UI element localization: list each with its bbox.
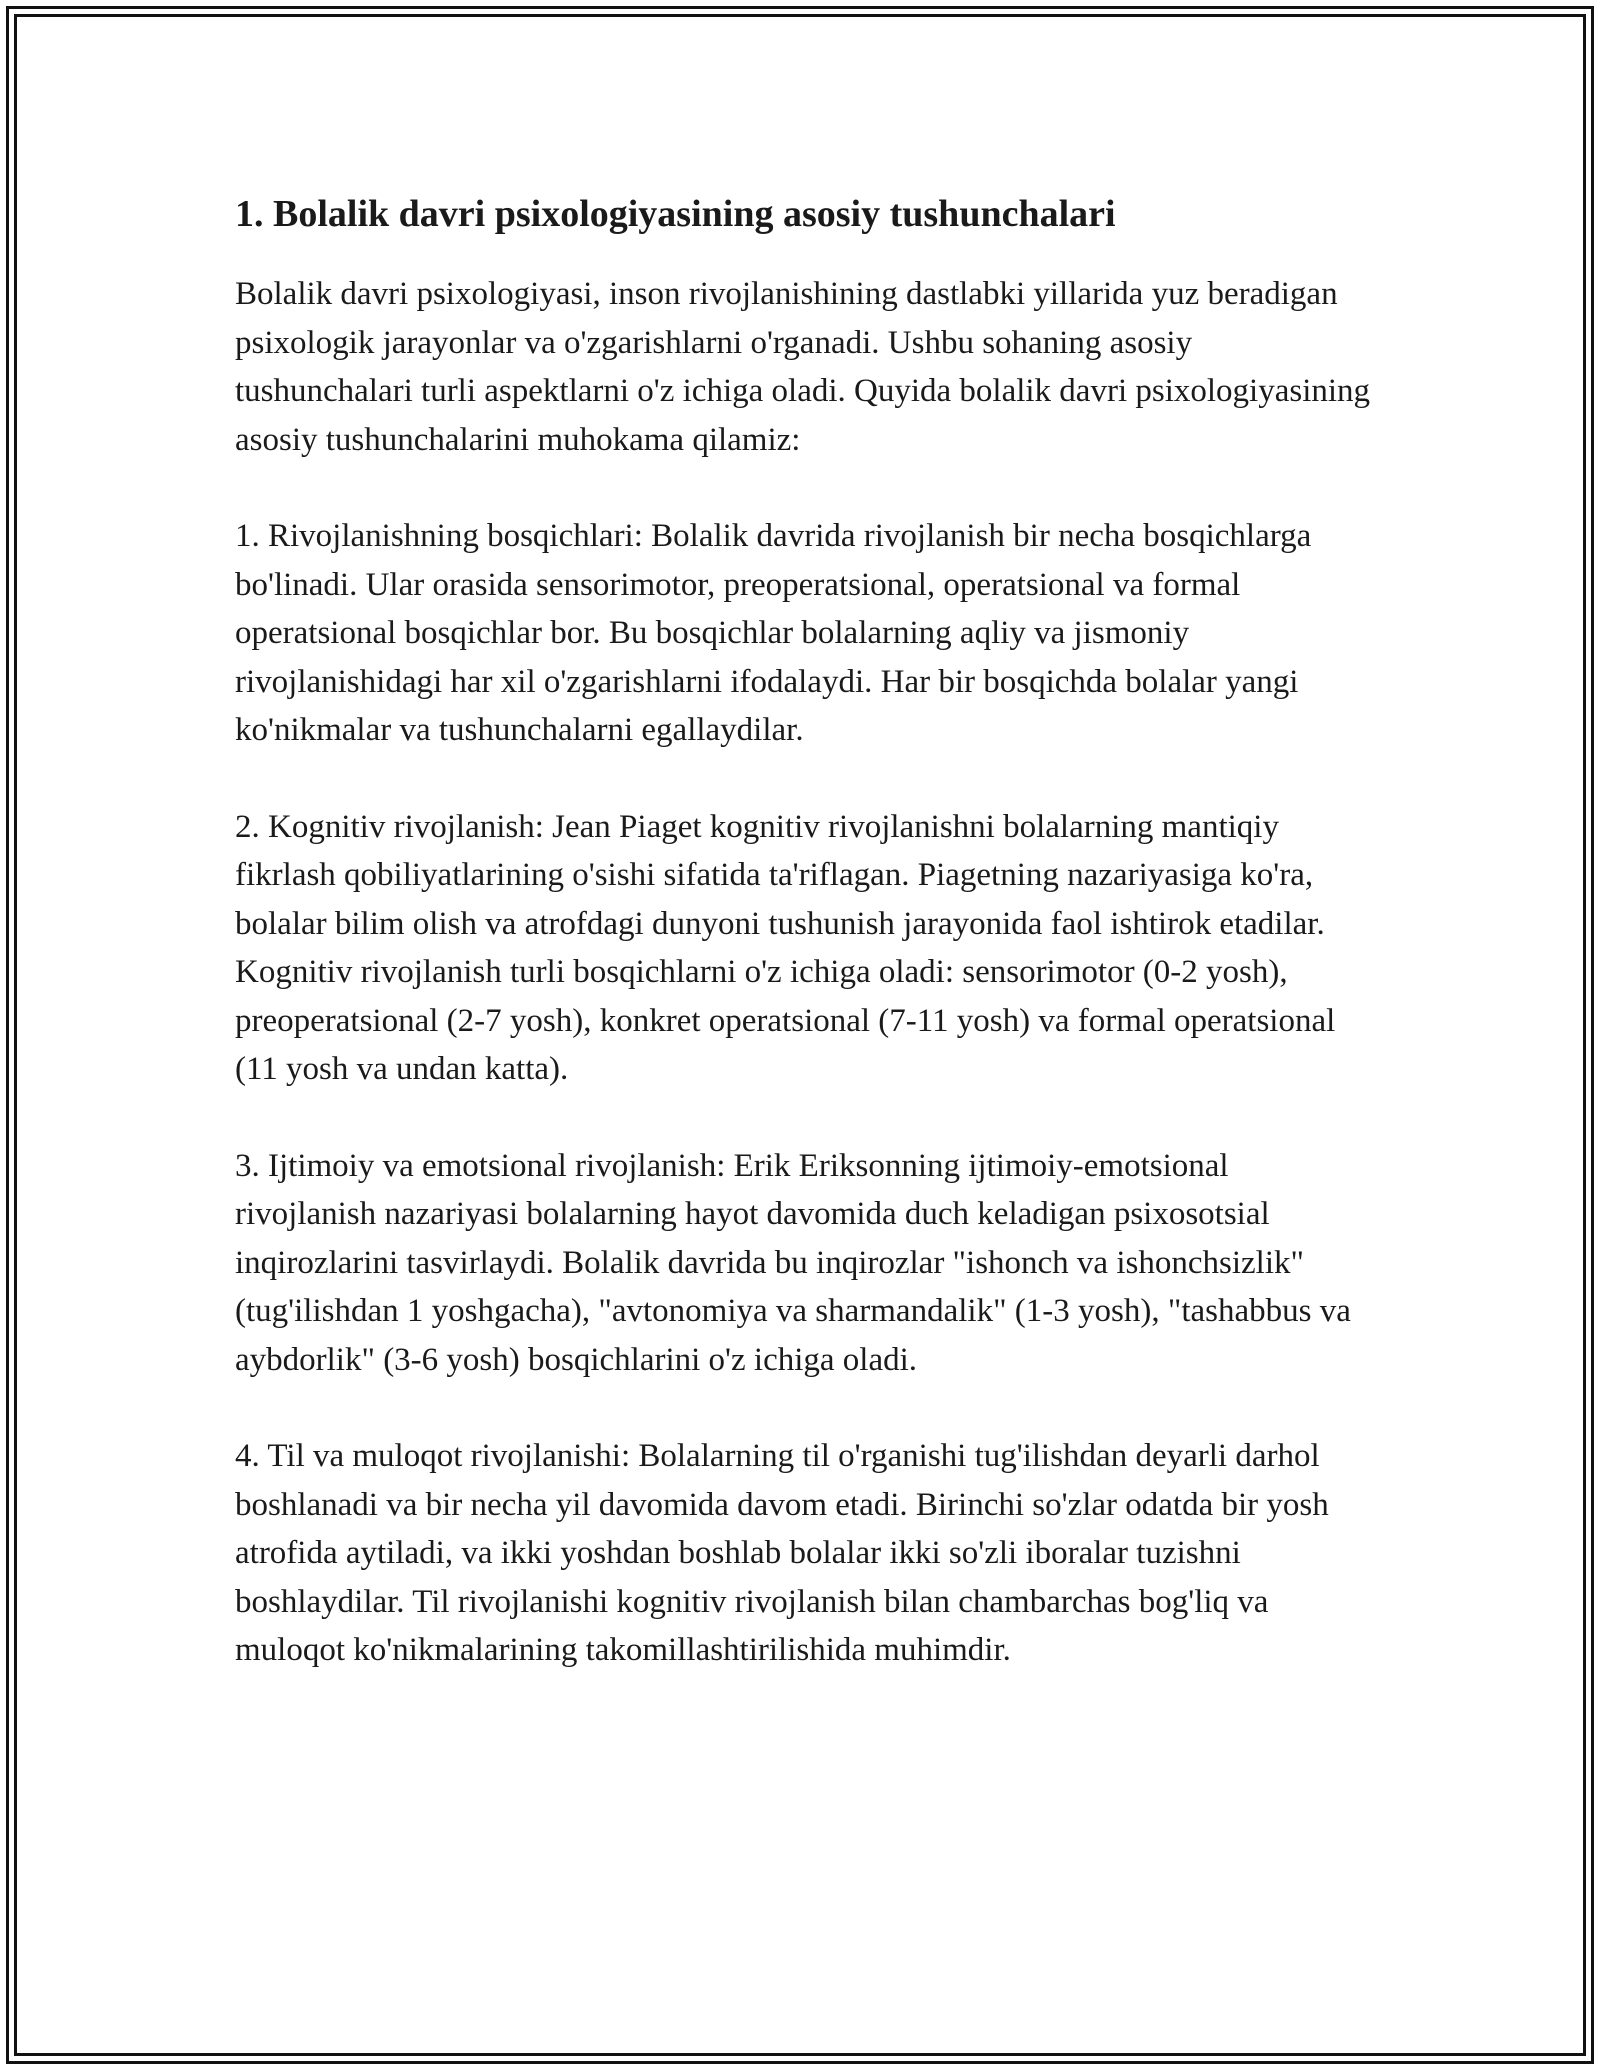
section-paragraph-3: 3. Ijtimoiy va emotsional rivojlanish: Erik Eriksonning ijtimoiy-emotsional rivojlanish nazariyasi bolalarning hayot davomida duch keladigan psixosotsial inqirozlarini tasvirlaydi. Bolalik davrida bu inqirozlar "ishonch va ishonchsizlik" (tug'ilishdan 1 yoshgacha), "avtonomiya va sharmandalik" (1-3 yosh), "tashabbus va aybdorlik" (3-6 yosh) bosqichlarini o'z ichiga oladi. (235, 1147, 1351, 1378)
intro-paragraph: Bolalik davri psixologiyasi, inson rivojlanishining dastlabki yillarida yuz beradigan psixologik jarayonlar va o'zgarishlarni o'rganadi. Ushbu sohaning asosiy tushunchalari turli aspektlarni o'z ichiga oladi. Quyida bolalik davri psixologiyasining asosiy tushunchalarini muhokama qilamiz: (235, 276, 1371, 458)
document-title: 1. Bolalik davri psixologiyasining asosiy tushunchalari (235, 193, 1116, 235)
section-paragraph-4: 4. Til va muloqot rivojlanishi: Bolalarning til o'rganishi tug'ilishdan deyarli darhol boshlanadi va bir necha yil davomida davom etadi. Birinchi so'zlar odatda bir yosh atrofida aytiladi, va ikki yoshdan boshlab bolalar ikki so'zli iboralar tuzishni boshlaydilar. Til rivojlanishi kognitiv rivojlanish bilan chambarchas bog'liq va muloqot ko'nikmalarining takomillashtirilishida muhimdir. (235, 1438, 1329, 1668)
section-paragraph-1: 1. Rivojlanishning bosqichlari: Bolalik davrida rivojlanish bir necha bosqichlarga bo'linadi. Ular orasida sensorimotor, preoperatsional, operatsional va formal operatsional bosqichlar bor. Bu bosqichlar bolalarning aqliy va jismoniy rivojlanishidagi har xil o'zgarishlarni ifodalaydi. Har bir bosqichda bolalar yangi ko'nikmalar va tushunchalarni egallaydilar. (235, 518, 1312, 748)
document-body (235, 186, 1375, 1723)
section-paragraph-2: 2. Kognitiv rivojlanish: Jean Piaget kognitiv rivojlanishni bolalarning mantiqiy fikrlash qobiliyatlarining o'sishi sifatida ta'riflagan. Piagetning nazariyasiga ko'ra, bolalar bilim olish va atrofdagi dunyoni tushunish jarayonida faol ishtirok etadilar. Kognitiv rivojlanish turli bosqichlarni o'z ichiga oladi: sensorimotor (0-2 yosh), preoperatsional (2-7 yosh), konkret operatsional (7-11 yosh) va formal operatsional (11 yosh va undan katta). (235, 808, 1336, 1087)
